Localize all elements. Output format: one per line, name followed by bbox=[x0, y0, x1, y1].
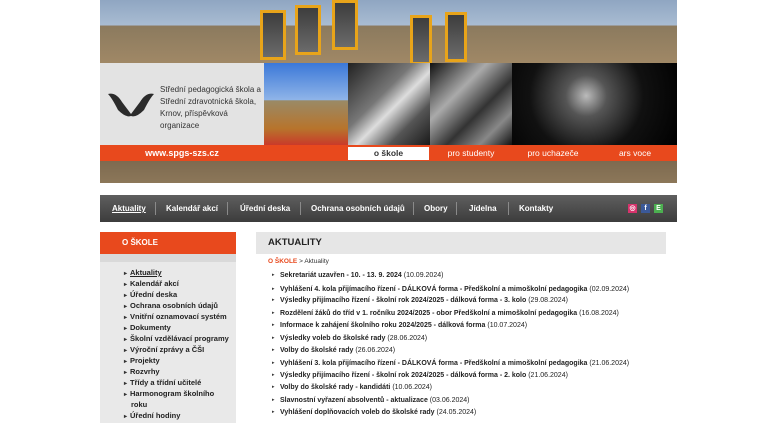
banner-window bbox=[260, 10, 286, 60]
sidebar-item-rozvrhy[interactable]: ▸ Rozvrhy bbox=[124, 367, 160, 376]
nav-separator bbox=[456, 202, 457, 215]
banner-window bbox=[332, 0, 358, 50]
sidebar-item-harmonogram-cont[interactable]: roku bbox=[131, 400, 148, 409]
hands-logo-icon bbox=[106, 88, 156, 118]
news-item[interactable]: ▸ Výsledky přijímacího řízení - školní rok 2024/2025 - dálková forma - 2. kolo (21.06.2024) bbox=[272, 372, 568, 379]
tab-o-skole[interactable]: o škole bbox=[348, 147, 429, 160]
arrow-right-icon: ▸ bbox=[124, 370, 128, 376]
news-item[interactable]: ▸ Výsledky přijímacího řízení - školní rok 2024/2025 - dálková forma - 3. kolo (29.08.2024) bbox=[272, 297, 568, 304]
arrow-right-icon: ▸ bbox=[272, 360, 275, 366]
sidebar-heading: O ŠKOLE bbox=[100, 232, 236, 254]
nav-separator bbox=[300, 202, 301, 215]
breadcrumb-current: Aktuality bbox=[304, 258, 329, 265]
nav-kontakty[interactable]: Kontakty bbox=[519, 204, 554, 213]
school-building-photo bbox=[264, 63, 348, 145]
sidebar-menu bbox=[100, 262, 236, 423]
applicants-photo bbox=[430, 63, 512, 145]
banner-window bbox=[410, 15, 432, 63]
school-logo[interactable] bbox=[100, 63, 264, 145]
sidebar-item-harmonogram[interactable]: ▸ Harmonogram školního bbox=[124, 389, 215, 398]
edupage-icon[interactable]: E bbox=[654, 204, 663, 213]
nav-obory[interactable]: Obory bbox=[424, 204, 448, 213]
students-photo bbox=[348, 63, 430, 145]
news-item[interactable]: ▸ Výsledky voleb do školské rady (28.06.2024) bbox=[272, 335, 428, 342]
arrow-right-icon: ▸ bbox=[272, 297, 275, 303]
building-strip bbox=[100, 161, 677, 183]
main-nav bbox=[100, 195, 677, 222]
choir-photo bbox=[512, 63, 677, 145]
school-url[interactable]: www.spgs-szs.cz bbox=[100, 145, 264, 161]
news-item[interactable]: ▸ Informace k zahájení školního roku 2024/2025 - dálková forma (10.07.2024) bbox=[272, 322, 528, 329]
sidebar-item-tridy[interactable]: ▸ Třídy a třídní učitelé bbox=[124, 378, 202, 387]
header-tabs bbox=[264, 145, 677, 161]
arrow-right-icon: ▸ bbox=[272, 384, 275, 390]
arrow-right-icon: ▸ bbox=[272, 397, 275, 403]
sidebar-item-uredni-deska[interactable]: ▸ Úřední deska bbox=[124, 290, 178, 299]
sidebar-item-vyrocni-zpravy[interactable]: ▸ Výroční zprávy a ČŠI bbox=[124, 345, 205, 354]
arrow-right-icon: ▸ bbox=[272, 310, 275, 316]
arrow-right-icon: ▸ bbox=[124, 348, 128, 354]
arrow-right-icon: ▸ bbox=[272, 347, 275, 353]
arrow-right-icon: ▸ bbox=[272, 335, 275, 341]
instagram-icon[interactable]: ◎ bbox=[629, 205, 636, 212]
arrow-right-icon: ▸ bbox=[272, 372, 275, 378]
arrow-right-icon: ▸ bbox=[124, 414, 128, 420]
sidebar-item-skolni-vzdelavaci-programy[interactable]: ▸ Školní vzdělávací programy bbox=[124, 334, 229, 343]
banner-window bbox=[295, 5, 321, 55]
news-item[interactable]: ▸ Sekretariát uzavřen - 10. - 13. 9. 2024 (10.09.2024) bbox=[272, 272, 444, 279]
nav-separator bbox=[227, 202, 228, 215]
news-item[interactable]: ▸ Slavnostní vyřazení absolventů - aktualizace (03.06.2024) bbox=[272, 397, 470, 404]
sidebar-item-dokumenty[interactable]: ▸ Dokumenty bbox=[124, 323, 171, 332]
school-name: Střední pedagogická škola a Střední zdravotnická škola, Krnov, příspěvková organizace bbox=[160, 85, 261, 130]
arrow-right-icon: ▸ bbox=[124, 392, 128, 398]
banner-window bbox=[445, 12, 467, 62]
arrow-right-icon: ▸ bbox=[124, 315, 128, 321]
news-item[interactable]: ▸ Volby do školské rady - kandidáti (10.06.2024) bbox=[272, 384, 433, 391]
news-item[interactable]: ▸ Vyhlášení doplňovacích voleb do školské rady (24.05.2024) bbox=[272, 409, 477, 416]
tab-pro-uchazece[interactable]: pro uchazeče bbox=[527, 148, 579, 158]
arrow-right-icon: ▸ bbox=[124, 381, 128, 387]
nav-uredni-deska[interactable]: Úřední deska bbox=[240, 204, 291, 213]
nav-separator bbox=[413, 202, 414, 215]
sidebar-item-uredni-hodiny[interactable]: ▸ Úřední hodiny bbox=[124, 411, 181, 420]
arrow-right-icon: ▸ bbox=[124, 326, 128, 332]
arrow-right-icon: ▸ bbox=[272, 322, 275, 328]
header-photos bbox=[264, 63, 677, 145]
sidebar-divider bbox=[100, 254, 236, 262]
arrow-right-icon: ▸ bbox=[272, 272, 275, 278]
breadcrumb-home[interactable]: O ŠKOLE bbox=[268, 258, 298, 265]
tab-ars-voce[interactable]: ars voce bbox=[618, 148, 652, 158]
arrow-right-icon: ▸ bbox=[124, 337, 128, 343]
sidebar-item-vnitrni-oznamovaci-system[interactable]: ▸ Vnitřní oznamovací systém bbox=[124, 312, 227, 321]
tab-pro-studenty[interactable]: pro studenty bbox=[447, 148, 495, 158]
header-banner bbox=[100, 0, 677, 63]
sidebar-item-kalendar-akci[interactable]: ▸ Kalendář akcí bbox=[124, 279, 179, 288]
sidebar-item-projekty[interactable]: ▸ Projekty bbox=[124, 356, 160, 365]
nav-separator bbox=[508, 202, 509, 215]
arrow-right-icon: ▸ bbox=[272, 286, 275, 292]
arrow-right-icon: ▸ bbox=[124, 293, 128, 299]
arrow-right-icon: ▸ bbox=[272, 409, 275, 415]
arrow-right-icon: ▸ bbox=[124, 282, 128, 288]
sidebar-item-aktuality[interactable]: ▸ Aktuality bbox=[124, 268, 162, 277]
news-item[interactable]: ▸ Vyhlášení 4. kola přijímacího řízení - DÁLKOVÁ forma - Předškolní a mimoškolní pedagogika (02.09.2024) bbox=[272, 286, 630, 293]
page-title: AKTUALITY bbox=[256, 232, 666, 254]
arrow-right-icon: ▸ bbox=[124, 359, 128, 365]
nav-separator bbox=[155, 202, 156, 215]
nav-jidelna[interactable]: Jídelna bbox=[469, 204, 497, 213]
breadcrumb: O ŠKOLE > Aktuality bbox=[268, 258, 329, 265]
sidebar-item-ochrana-osobnich-udaju[interactable]: ▸ Ochrana osobních údajů bbox=[124, 301, 218, 310]
news-item[interactable]: ▸ Volby do školské rady (26.06.2024) bbox=[272, 347, 396, 354]
nav-kalendar-akci[interactable]: Kalendář akcí bbox=[166, 204, 219, 213]
nav-ochrana-osobnich-udaju[interactable]: Ochrana osobních údajů bbox=[311, 204, 405, 213]
nav-aktuality[interactable]: Aktuality bbox=[112, 204, 146, 213]
news-item[interactable]: ▸ Rozdělení žáků do tříd v 1. ročníku 2024/2025 - obor Předškolní a mimoškolní pedagogika (16.08.2024) bbox=[272, 310, 619, 317]
page bbox=[100, 0, 677, 423]
arrow-right-icon: ▸ bbox=[124, 271, 128, 277]
facebook-icon[interactable]: f bbox=[641, 204, 650, 213]
news-item[interactable]: ▸ Vyhlášení 3. kola přijímacího řízení - DÁLKOVÁ forma - Předškolní a mimoškolní pedagogika (21.06.2024) bbox=[272, 360, 630, 367]
arrow-right-icon: ▸ bbox=[124, 304, 128, 310]
